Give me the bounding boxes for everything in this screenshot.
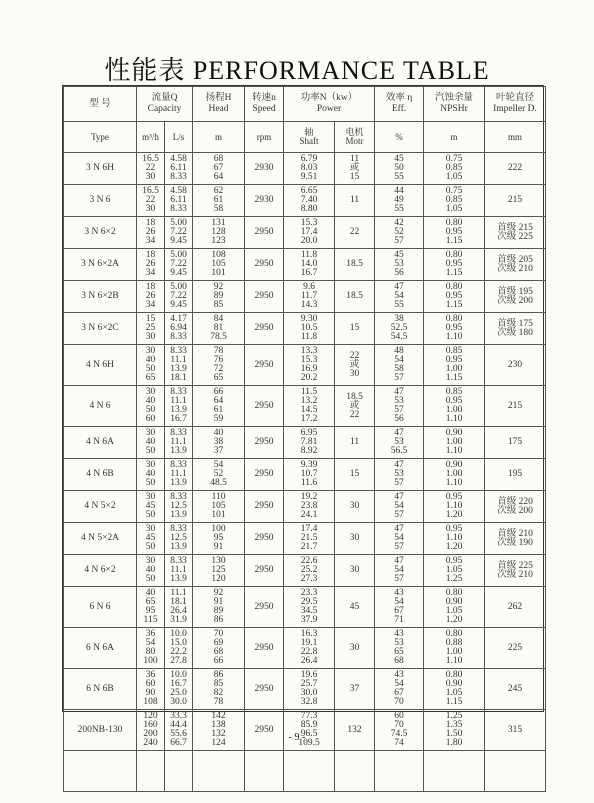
speed-cell: 2950 bbox=[245, 459, 284, 491]
unit-m3h: m³/h bbox=[137, 122, 165, 153]
impeller-cell: 首级 225 次级 210 bbox=[485, 555, 546, 587]
motor-power-cell: 45 bbox=[335, 587, 375, 628]
page-title: 性能表 PERFORMANCE TABLE bbox=[104, 56, 490, 85]
unit-eff: % bbox=[375, 122, 424, 153]
model-cell: 4 N 5×2A bbox=[64, 523, 137, 555]
npsh-cell: 0.80 0.95 1.15 bbox=[424, 217, 485, 249]
impeller-cell: 230 bbox=[485, 345, 546, 386]
head-cell: 66 64 61 59 bbox=[193, 386, 245, 427]
empty-cell bbox=[424, 751, 485, 792]
efficiency-cell: 38 52.5 54.5 bbox=[375, 313, 424, 345]
motor-power-cell: 30 bbox=[335, 523, 375, 555]
model-cell: 4 N 6×2 bbox=[64, 555, 137, 587]
capacity-m3h-cell: 18 26 34 bbox=[137, 281, 165, 313]
head-cell: 92 89 85 bbox=[193, 281, 245, 313]
motor-power-cell: 11 bbox=[335, 185, 375, 217]
table-row bbox=[64, 587, 546, 628]
motor-power-cell: 15 bbox=[335, 459, 375, 491]
capacity-ls-cell: 10.0 15.0 22.2 27.8 bbox=[165, 628, 193, 669]
table-row bbox=[64, 185, 546, 217]
model-cell: 4 N 6H bbox=[64, 345, 137, 386]
shaft-power-cell: 9.30 10.5 11.8 bbox=[284, 313, 335, 345]
shaft-power-cell: 19.2 23.8 24.1 bbox=[284, 491, 335, 523]
capacity-ls-cell: 4.58 6.11 8.33 bbox=[165, 185, 193, 217]
capacity-m3h-cell: 30 40 50 bbox=[137, 555, 165, 587]
table-row bbox=[64, 386, 546, 427]
head-cell: 131 128 123 bbox=[193, 217, 245, 249]
efficiency-cell: 47 53 56.5 bbox=[375, 427, 424, 459]
shaft-power-cell: 9.6 11.7 14.3 bbox=[284, 281, 335, 313]
speed-cell: 2950 bbox=[245, 710, 284, 751]
table-row bbox=[64, 313, 546, 345]
empty-cell bbox=[284, 751, 335, 792]
efficiency-cell: 48 54 58 57 bbox=[375, 345, 424, 386]
shaft-power-cell: 17.4 21.5 21.7 bbox=[284, 523, 335, 555]
efficiency-cell: 43 54 67 70 bbox=[375, 669, 424, 710]
head-cell: 70 69 68 66 bbox=[193, 628, 245, 669]
motor-power-cell: 30 bbox=[335, 491, 375, 523]
motor-power-cell: 11 或 15 bbox=[335, 153, 375, 185]
speed-cell: 2930 bbox=[245, 185, 284, 217]
head-cell: 92 91 89 86 bbox=[193, 587, 245, 628]
speed-cell: 2950 bbox=[245, 491, 284, 523]
header-eff: 效率 η Eff. bbox=[375, 87, 424, 122]
speed-cell: 2950 bbox=[245, 427, 284, 459]
motor-power-cell: 11 bbox=[335, 427, 375, 459]
head-cell: 62 61 58 bbox=[193, 185, 245, 217]
unit-type: Type bbox=[64, 122, 137, 153]
shaft-power-cell: 6.65 7.40 8.80 bbox=[284, 185, 335, 217]
capacity-ls-cell: 8.33 11.1 13.9 bbox=[165, 459, 193, 491]
shaft-power-cell: 11.8 14.0 16.7 bbox=[284, 249, 335, 281]
shaft-power-cell: 23.3 29.5 34.5 37.9 bbox=[284, 587, 335, 628]
capacity-ls-cell: 33.3 44.4 55.6 66.7 bbox=[165, 710, 193, 751]
empty-row bbox=[64, 751, 546, 792]
impeller-cell: 225 bbox=[485, 628, 546, 669]
model-cell: 6 N 6B bbox=[64, 669, 137, 710]
shaft-power-cell: 19.6 25.7 30.0 32.8 bbox=[284, 669, 335, 710]
impeller-cell: 首级 210 次级 190 bbox=[485, 523, 546, 555]
table-row bbox=[64, 628, 546, 669]
speed-cell: 2950 bbox=[245, 386, 284, 427]
motor-power-cell: 37 bbox=[335, 669, 375, 710]
capacity-ls-cell: 8.33 12.5 13.9 bbox=[165, 523, 193, 555]
head-cell: 110 105 101 bbox=[193, 491, 245, 523]
table-row bbox=[64, 459, 546, 491]
unit-shaft: 轴 Shaft bbox=[284, 122, 335, 153]
capacity-ls-cell: 4.17 6.94 8.33 bbox=[165, 313, 193, 345]
npsh-cell: 0.80 0.95 1.10 bbox=[424, 313, 485, 345]
capacity-m3h-cell: 120 160 200 240 bbox=[137, 710, 165, 751]
capacity-m3h-cell: 30 40 50 bbox=[137, 427, 165, 459]
model-cell: 6 N 6 bbox=[64, 587, 137, 628]
capacity-ls-cell: 5.00 7.22 9.45 bbox=[165, 217, 193, 249]
speed-cell: 2950 bbox=[245, 669, 284, 710]
shaft-power-cell: 15.3 17.4 20.0 bbox=[284, 217, 335, 249]
npsh-cell: 1.25 1.35 1.50 1.80 bbox=[424, 710, 485, 751]
capacity-m3h-cell: 30 40 50 60 bbox=[137, 386, 165, 427]
efficiency-cell: 47 53 57 bbox=[375, 459, 424, 491]
npsh-cell: 0.85 0.95 1.00 1.10 bbox=[424, 386, 485, 427]
npsh-cell: 0.80 0.90 1.05 1.15 bbox=[424, 669, 485, 710]
motor-power-cell: 132 bbox=[335, 710, 375, 751]
efficiency-cell: 47 54 55 bbox=[375, 281, 424, 313]
efficiency-cell: 47 54 57 bbox=[375, 523, 424, 555]
page-number: - 9 - bbox=[288, 732, 306, 743]
unit-impeller: mm bbox=[485, 122, 546, 153]
capacity-m3h-cell: 18 26 34 bbox=[137, 249, 165, 281]
speed-cell: 2930 bbox=[245, 153, 284, 185]
unit-npsh: m bbox=[424, 122, 485, 153]
empty-cell bbox=[245, 751, 284, 792]
impeller-cell: 215 bbox=[485, 386, 546, 427]
header-power: 功率N（kw） Power bbox=[284, 87, 375, 122]
table-row bbox=[64, 153, 546, 185]
capacity-m3h-cell: 36 60 90 108 bbox=[137, 669, 165, 710]
empty-cell bbox=[485, 751, 546, 792]
capacity-ls-cell: 8.33 12.5 13.9 bbox=[165, 491, 193, 523]
model-cell: 4 N 6B bbox=[64, 459, 137, 491]
model-cell: 4 N 6 bbox=[64, 386, 137, 427]
efficiency-cell: 42 52 57 bbox=[375, 217, 424, 249]
speed-cell: 2950 bbox=[245, 313, 284, 345]
capacity-m3h-cell: 30 45 50 bbox=[137, 523, 165, 555]
header-impeller: 叶轮直径 Impeller D. bbox=[485, 87, 546, 122]
head-cell: 78 76 72 65 bbox=[193, 345, 245, 386]
model-cell: 4 N 5×2 bbox=[64, 491, 137, 523]
npsh-cell: 0.80 0.95 1.15 bbox=[424, 281, 485, 313]
shaft-power-cell: 22.6 25.2 27.3 bbox=[284, 555, 335, 587]
motor-power-cell: 18.5 或 22 bbox=[335, 386, 375, 427]
head-cell: 86 85 82 78 bbox=[193, 669, 245, 710]
impeller-cell: 首级 205 次级 210 bbox=[485, 249, 546, 281]
motor-power-cell: 30 bbox=[335, 628, 375, 669]
model-cell: 4 N 6A bbox=[64, 427, 137, 459]
efficiency-cell: 47 53 57 56 bbox=[375, 386, 424, 427]
speed-cell: 2950 bbox=[245, 523, 284, 555]
shaft-power-cell: 6.95 7.81 8.92 bbox=[284, 427, 335, 459]
table-row bbox=[64, 249, 546, 281]
table-row bbox=[64, 523, 546, 555]
unit-ls: L/s bbox=[165, 122, 193, 153]
efficiency-cell: 43 53 65 68 bbox=[375, 628, 424, 669]
model-cell: 3 N 6H bbox=[64, 153, 137, 185]
header-head: 扬程H Head bbox=[193, 87, 245, 122]
capacity-m3h-cell: 16.5 22 30 bbox=[137, 185, 165, 217]
efficiency-cell: 47 54 57 bbox=[375, 555, 424, 587]
head-cell: 130 125 120 bbox=[193, 555, 245, 587]
model-cell: 3 N 6×2A bbox=[64, 249, 137, 281]
table-row bbox=[64, 217, 546, 249]
motor-power-cell: 15 bbox=[335, 313, 375, 345]
model-cell: 3 N 6×2 bbox=[64, 217, 137, 249]
head-cell: 100 95 91 bbox=[193, 523, 245, 555]
capacity-m3h-cell: 30 40 50 65 bbox=[137, 345, 165, 386]
speed-cell: 2950 bbox=[245, 587, 284, 628]
speed-cell: 2950 bbox=[245, 217, 284, 249]
header-npsh: 汽蚀余量 NPSHr bbox=[424, 87, 485, 122]
efficiency-cell: 45 50 55 bbox=[375, 153, 424, 185]
capacity-ls-cell: 5.00 7.22 9.45 bbox=[165, 249, 193, 281]
speed-cell: 2950 bbox=[245, 555, 284, 587]
capacity-ls-cell: 8.33 11.1 13.9 bbox=[165, 427, 193, 459]
capacity-ls-cell: 11.1 18.1 26.4 31.9 bbox=[165, 587, 193, 628]
empty-cell bbox=[64, 751, 137, 792]
model-cell: 6 N 6A bbox=[64, 628, 137, 669]
capacity-m3h-cell: 18 26 34 bbox=[137, 217, 165, 249]
impeller-cell: 首级 220 次级 200 bbox=[485, 491, 546, 523]
table-row bbox=[64, 669, 546, 710]
table-row bbox=[64, 345, 546, 386]
npsh-cell: 0.80 0.90 1.05 1.20 bbox=[424, 587, 485, 628]
capacity-m3h-cell: 30 40 50 bbox=[137, 459, 165, 491]
impeller-cell: 175 bbox=[485, 427, 546, 459]
capacity-m3h-cell: 36 54 80 100 bbox=[137, 628, 165, 669]
motor-power-cell: 18.5 bbox=[335, 281, 375, 313]
table-row bbox=[64, 427, 546, 459]
capacity-ls-cell: 8.33 11.1 13.9 16.7 bbox=[165, 386, 193, 427]
efficiency-cell: 47 54 57 bbox=[375, 491, 424, 523]
empty-cell bbox=[375, 751, 424, 792]
impeller-cell: 首级 195 次级 200 bbox=[485, 281, 546, 313]
motor-power-cell: 30 bbox=[335, 555, 375, 587]
efficiency-cell: 45 53 56 bbox=[375, 249, 424, 281]
capacity-m3h-cell: 15 25 30 bbox=[137, 313, 165, 345]
table-row bbox=[64, 281, 546, 313]
capacity-m3h-cell: 30 45 50 bbox=[137, 491, 165, 523]
empty-cell bbox=[335, 751, 375, 792]
model-cell: 3 N 6×2B bbox=[64, 281, 137, 313]
header-capacity: 流量Q Capacity bbox=[137, 87, 193, 122]
unit-motor: 电机 Motr bbox=[335, 122, 375, 153]
impeller-cell: 195 bbox=[485, 459, 546, 491]
shaft-power-cell: 6.79 8.03 9.51 bbox=[284, 153, 335, 185]
empty-cell bbox=[165, 751, 193, 792]
header-speed: 转速n Speed bbox=[245, 87, 284, 122]
head-cell: 54 52 48.5 bbox=[193, 459, 245, 491]
capacity-ls-cell: 4.58 6.11 8.33 bbox=[165, 153, 193, 185]
efficiency-cell: 44 49 55 bbox=[375, 185, 424, 217]
header-model: 型 号 bbox=[64, 87, 137, 122]
shaft-power-cell: 77.3 85.9 96.5 109.5 bbox=[284, 710, 335, 751]
model-cell: 3 N 6×2C bbox=[64, 313, 137, 345]
head-cell: 68 67 64 bbox=[193, 153, 245, 185]
impeller-cell: 首级 215 次级 225 bbox=[485, 217, 546, 249]
impeller-cell: 315 bbox=[485, 710, 546, 751]
capacity-ls-cell: 10.0 16.7 25.0 30.0 bbox=[165, 669, 193, 710]
shaft-power-cell: 16.3 19.1 22.8 26.4 bbox=[284, 628, 335, 669]
capacity-m3h-cell: 16.5 22 30 bbox=[137, 153, 165, 185]
npsh-cell: 0.90 1.00 1.10 bbox=[424, 459, 485, 491]
efficiency-cell: 43 54 67 71 bbox=[375, 587, 424, 628]
empty-cell bbox=[137, 751, 165, 792]
empty-cell bbox=[193, 751, 245, 792]
capacity-ls-cell: 8.33 11.1 13.9 18.1 bbox=[165, 345, 193, 386]
impeller-cell: 245 bbox=[485, 669, 546, 710]
performance-table bbox=[62, 85, 544, 748]
impeller-cell: 222 bbox=[485, 153, 546, 185]
impeller-cell: 215 bbox=[485, 185, 546, 217]
capacity-ls-cell: 5.00 7.22 9.45 bbox=[165, 281, 193, 313]
speed-cell: 2950 bbox=[245, 628, 284, 669]
capacity-ls-cell: 8.33 11.1 13.9 bbox=[165, 555, 193, 587]
npsh-cell: 0.75 0.85 1.05 bbox=[424, 153, 485, 185]
unit-speed: rpm bbox=[245, 122, 284, 153]
model-cell: 3 N 6 bbox=[64, 185, 137, 217]
head-cell: 142 138 132 124 bbox=[193, 710, 245, 751]
speed-cell: 2950 bbox=[245, 345, 284, 386]
head-cell: 84 81 78.5 bbox=[193, 313, 245, 345]
npsh-cell: 0.85 0.95 1.00 1.15 bbox=[424, 345, 485, 386]
shaft-power-cell: 13.3 15.3 16.9 20.2 bbox=[284, 345, 335, 386]
npsh-cell: 0.90 1.00 1.10 bbox=[424, 427, 485, 459]
unit-head: m bbox=[193, 122, 245, 153]
capacity-m3h-cell: 40 65 95 115 bbox=[137, 587, 165, 628]
impeller-cell: 首级 175 次级 180 bbox=[485, 313, 546, 345]
table-row bbox=[64, 555, 546, 587]
table-row bbox=[64, 491, 546, 523]
efficiency-cell: 60 70 74.5 74 bbox=[375, 710, 424, 751]
motor-power-cell: 22 或 30 bbox=[335, 345, 375, 386]
npsh-cell: 0.80 0.88 1.00 1.10 bbox=[424, 628, 485, 669]
speed-cell: 2950 bbox=[245, 249, 284, 281]
npsh-cell: 0.95 1.10 1.20 bbox=[424, 491, 485, 523]
model-cell: 200NB-130 bbox=[64, 710, 137, 751]
impeller-cell: 262 bbox=[485, 587, 546, 628]
npsh-cell: 0.75 0.85 1.05 bbox=[424, 185, 485, 217]
head-cell: 108 105 101 bbox=[193, 249, 245, 281]
npsh-cell: 0.95 1.05 1.25 bbox=[424, 555, 485, 587]
table-row bbox=[64, 710, 546, 751]
motor-power-cell: 18.5 bbox=[335, 249, 375, 281]
shaft-power-cell: 11.5 13.2 14.5 17.2 bbox=[284, 386, 335, 427]
shaft-power-cell: 9.39 10.7 11.6 bbox=[284, 459, 335, 491]
npsh-cell: 0.95 1.10 1.20 bbox=[424, 523, 485, 555]
speed-cell: 2950 bbox=[245, 281, 284, 313]
motor-power-cell: 22 bbox=[335, 217, 375, 249]
head-cell: 40 38 37 bbox=[193, 427, 245, 459]
npsh-cell: 0.80 0.95 1.15 bbox=[424, 249, 485, 281]
